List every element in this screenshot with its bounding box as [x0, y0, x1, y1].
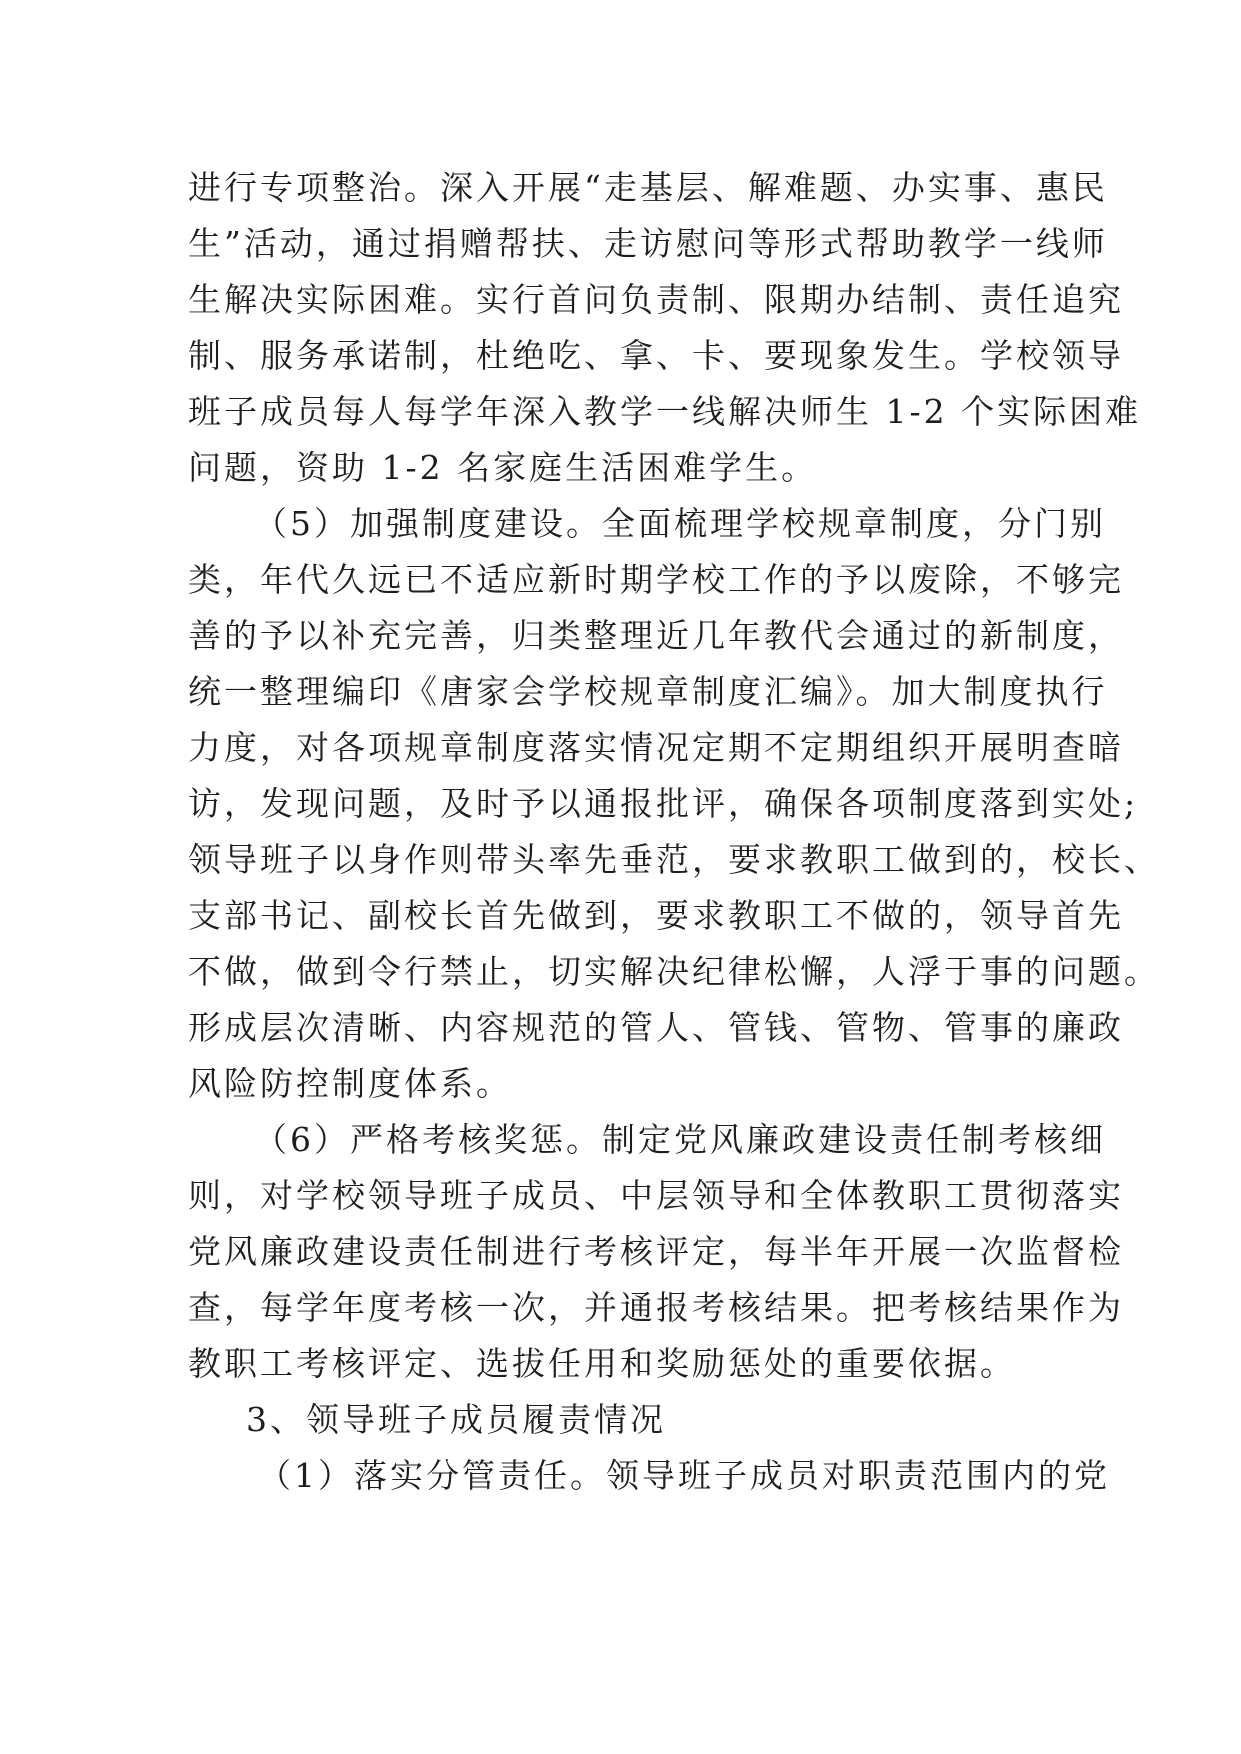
- text-line: 支部书记、副校长首先做到，要求教职工不做的，领导首先: [188, 896, 1124, 935]
- text-line: 生”活动，通过捐赠帮扶、走访慰问等形式帮助教学一线师: [188, 224, 1108, 263]
- text-line: 统一整理编印《唐家会学校规章制度汇编》。加大制度执行: [188, 672, 1108, 711]
- text-line: 查，每学年度考核一次，并通报考核结果。把考核结果作为: [188, 1288, 1124, 1327]
- section-6-heading-line: （6）严格考核奖惩。制定党风廉政建设责任制考核细: [254, 1120, 1106, 1159]
- text-line: 问题，资助 1-2 名家庭生活困难学生。: [188, 448, 818, 487]
- text-line: 生解决实际困难。实行首问负责制、限期办结制、责任追究: [188, 280, 1124, 319]
- text-line: 党风廉政建设责任制进行考核评定，每半年开展一次监督检: [188, 1232, 1124, 1271]
- text-line: 力度，对各项规章制度落实情况定期不定期组织开展明查暗: [188, 728, 1124, 767]
- text-line: 善的予以补充完善，归类整理近几年教代会通过的新制度，: [188, 616, 1124, 655]
- text-line: 教职工考核评定、选拔任用和奖励惩处的重要依据。: [188, 1344, 1016, 1383]
- text-line: 类，年代久远已不适应新时期学校工作的予以废除，不够完: [188, 560, 1124, 599]
- text-line: 不做，做到令行禁止，切实解决纪律松懈，人浮于事的问题。: [188, 952, 1160, 991]
- section-3-heading: 3、领导班子成员履责情况: [246, 1400, 666, 1439]
- text-line: 进行专项整治。深入开展“走基层、解难题、办实事、惠民: [188, 168, 1108, 207]
- text-line: 领导班子以身作则带头率先垂范，要求教职工做到的，校长、: [188, 840, 1160, 879]
- text-line: 风险防控制度体系。: [188, 1064, 512, 1103]
- text-line: 制、服务承诺制，杜绝吃、拿、卡、要现象发生。学校领导: [188, 336, 1124, 375]
- document-body: [188, 160, 1160, 1504]
- text-line: 访，发现问题，及时予以通报批评，确保各项制度落到实处;: [188, 784, 1139, 823]
- section-5-heading-line: （5）加强制度建设。全面梳理学校规章制度，分门别: [254, 504, 1106, 543]
- text-line: 则，对学校领导班子成员、中层领导和全体教职工贯彻落实: [188, 1176, 1124, 1215]
- text-line: 形成层次清晰、内容规范的管人、管钱、管物、管事的廉政: [188, 1008, 1124, 1047]
- text-line: 班子成员每人每学年深入教学一线解决师生 1-2 个实际困难: [188, 392, 1142, 431]
- subsection-1-heading-line: （1）落实分管责任。领导班子成员对职责范围内的党: [258, 1456, 1110, 1495]
